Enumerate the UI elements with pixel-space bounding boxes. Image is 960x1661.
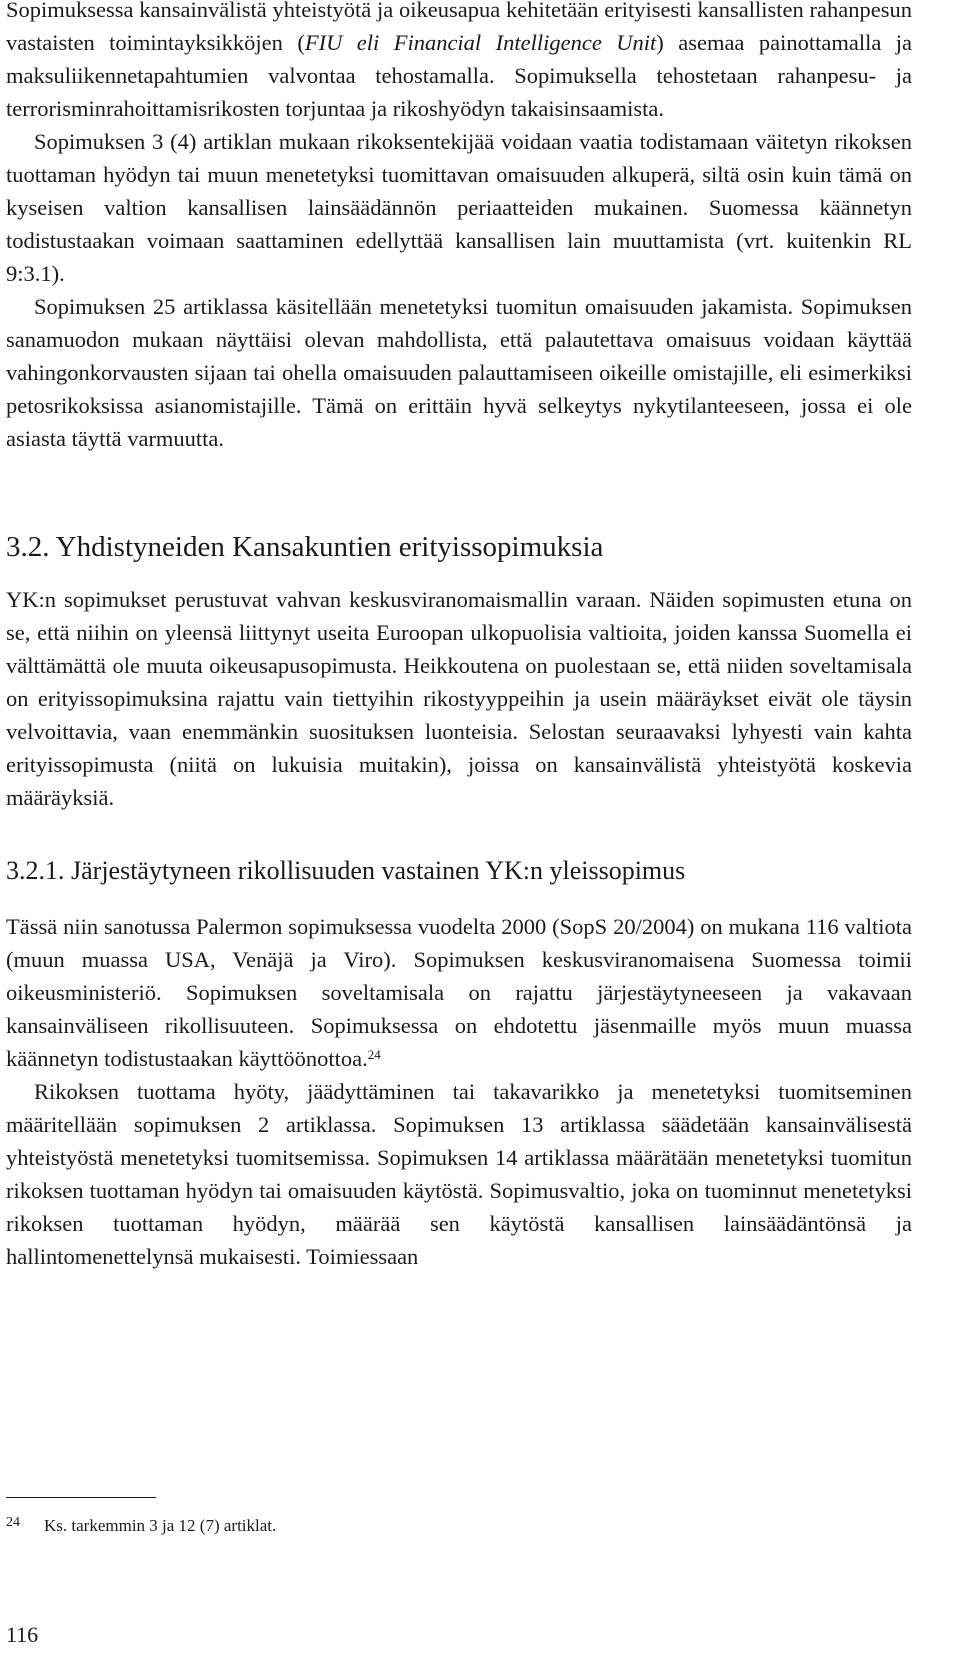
paragraph-burden-of-proof: Sopimuksen 3 (4) artiklan mukaan rikoksentekijää voidaan vaatia todistamaan väitetyn rikoksen tuottaman hyödyn tai muun menetetyksi tuomittavan omaisuuden alkuperä, siltä osin kuin tämä on kyseisen valtion kansallisen lainsäädännön periaatteiden mukainen. Suomessa käännetyn todistustaakan voimaan saattaminen edellyttää kansallisen lain muuttamista (vrt. kuitenkin RL 9:3.1). xyxy=(6,129,912,286)
page-number: 116 xyxy=(6,1622,39,1647)
paragraph-fiu xyxy=(6,0,912,125)
footnote-number: 24 xyxy=(6,1515,20,1530)
paragraph-italic-text: FIU eli Financial Intelligence Unit xyxy=(304,30,657,55)
paragraph-asset-sharing: Sopimuksen 25 artiklassa käsitellään menetetyksi tuomitun omaisuuden jakamista. Sopimuksen sanamuodon mukaan näyttäisi olevan mahdollista, että palautettava omaisuus voidaan käyttää vahingonkorvausten sijaan tai ohella omaisuuden palauttamiseen oikeille omistajille, eli esimerkiksi petosrikoksissa asianomistajille. Tämä on erittäin hyvä selkeytys nykytilanteeseen, jossa ei ole asiasta täyttä varmuutta. xyxy=(6,294,912,451)
paragraph-text: ) asemaa painottamalla ja maksuliikennetapahtumien valvontaa tehostamalla. Sopimuksella tehostetaan rahanpesu- ja terrorisminrahoittamisrikosten torjuntaa ja rikoshyödyn takaisinsaamista. xyxy=(6,30,912,121)
footnote-divider xyxy=(6,1497,156,1498)
page-content xyxy=(6,0,912,1273)
paragraph-un-conventions: YK:n sopimukset perustuvat vahvan keskusviranomaismallin varaan. Näiden sopimusten etuna on se, että niihin on yleensä liittynyt useita Euroopan ulkopuolisia valtioita, joiden kanssa Suomella ei välttämättä ole muuta oikeusapusopimusta. Heikkoutena on puolestaan se, että niiden soveltamisala on erityissopimuksina rajattu vain tiettyihin rikostyyppeihin ja usein määräykset eivät ole täysin velvoittavia, vaan enemmänkin suosituksen luonteisia. Selostan seuraavaksi lyhyesti vain kahta erityissopimusta (niitä on lukuisia muitakin), joissa on kansainvälistä yhteistyötä koskevia määräyksiä. xyxy=(6,587,912,810)
paragraph-text: Tässä niin sanotussa Palermon sopimuksessa vuodelta 2000 (SopS 20/2004) on mukana 116 valtiota (muun muassa USA, Venäjä ja Viro). Sopimuksen keskusviranomaisena Suomessa toimii oikeusministeriö. Sopimuksen soveltamisala on rajattu järjestäytyneeseen ja vakavaan kansainväliseen rikollisuuteen. Sopimuksessa on ehdotettu jäsenmaille myös muun muassa käännetyn todistustaakan käyttöönottoa. xyxy=(6,914,912,1071)
paragraph-proceeds-of-crime: Rikoksen tuottama hyöty, jäädyttäminen tai takavarikko ja menetetyksi tuomitseminen määritellään sopimuksen 2 artiklassa. Sopimuksen 13 artiklassa säädetään kansainvälisestä yhteistyöstä menetetyksi tuomitsemissa. Sopimuksen 14 artiklassa määrätään menetetyksi tuomitun rikoksen tuottaman hyödyn tai omaisuuden käytöstä. Sopimusvaltio, joka on tuominnut menetetyksi rikoksen tuottaman hyödyn, määrää sen käytöstä kansallisen lainsäädäntönsä ja hallintomenettelynsä mukaisesti. Toimiessaan xyxy=(6,1079,912,1269)
section-heading-3-2-1: 3.2.1. Järjestäytyneen rikollisuuden vastainen YK:n yleissopimus xyxy=(6,856,686,885)
footnote-text: Ks. tarkemmin 3 ja 12 (7) artiklat. xyxy=(44,1516,277,1535)
paragraph-text: Sopimuksessa kansainvälistä yhteistyötä ja oikeusapua kehitetään erityisesti kansallisten rahanpesun vastaisten toimintayksikköjen ( xyxy=(6,0,912,55)
paragraph-palermo xyxy=(6,910,912,1075)
footnote xyxy=(6,1515,706,1537)
section-heading-3-2: 3.2. Yhdistyneiden Kansakuntien erityissopimuksia xyxy=(6,531,604,563)
footnote-reference[interactable]: 24 xyxy=(367,1047,381,1062)
